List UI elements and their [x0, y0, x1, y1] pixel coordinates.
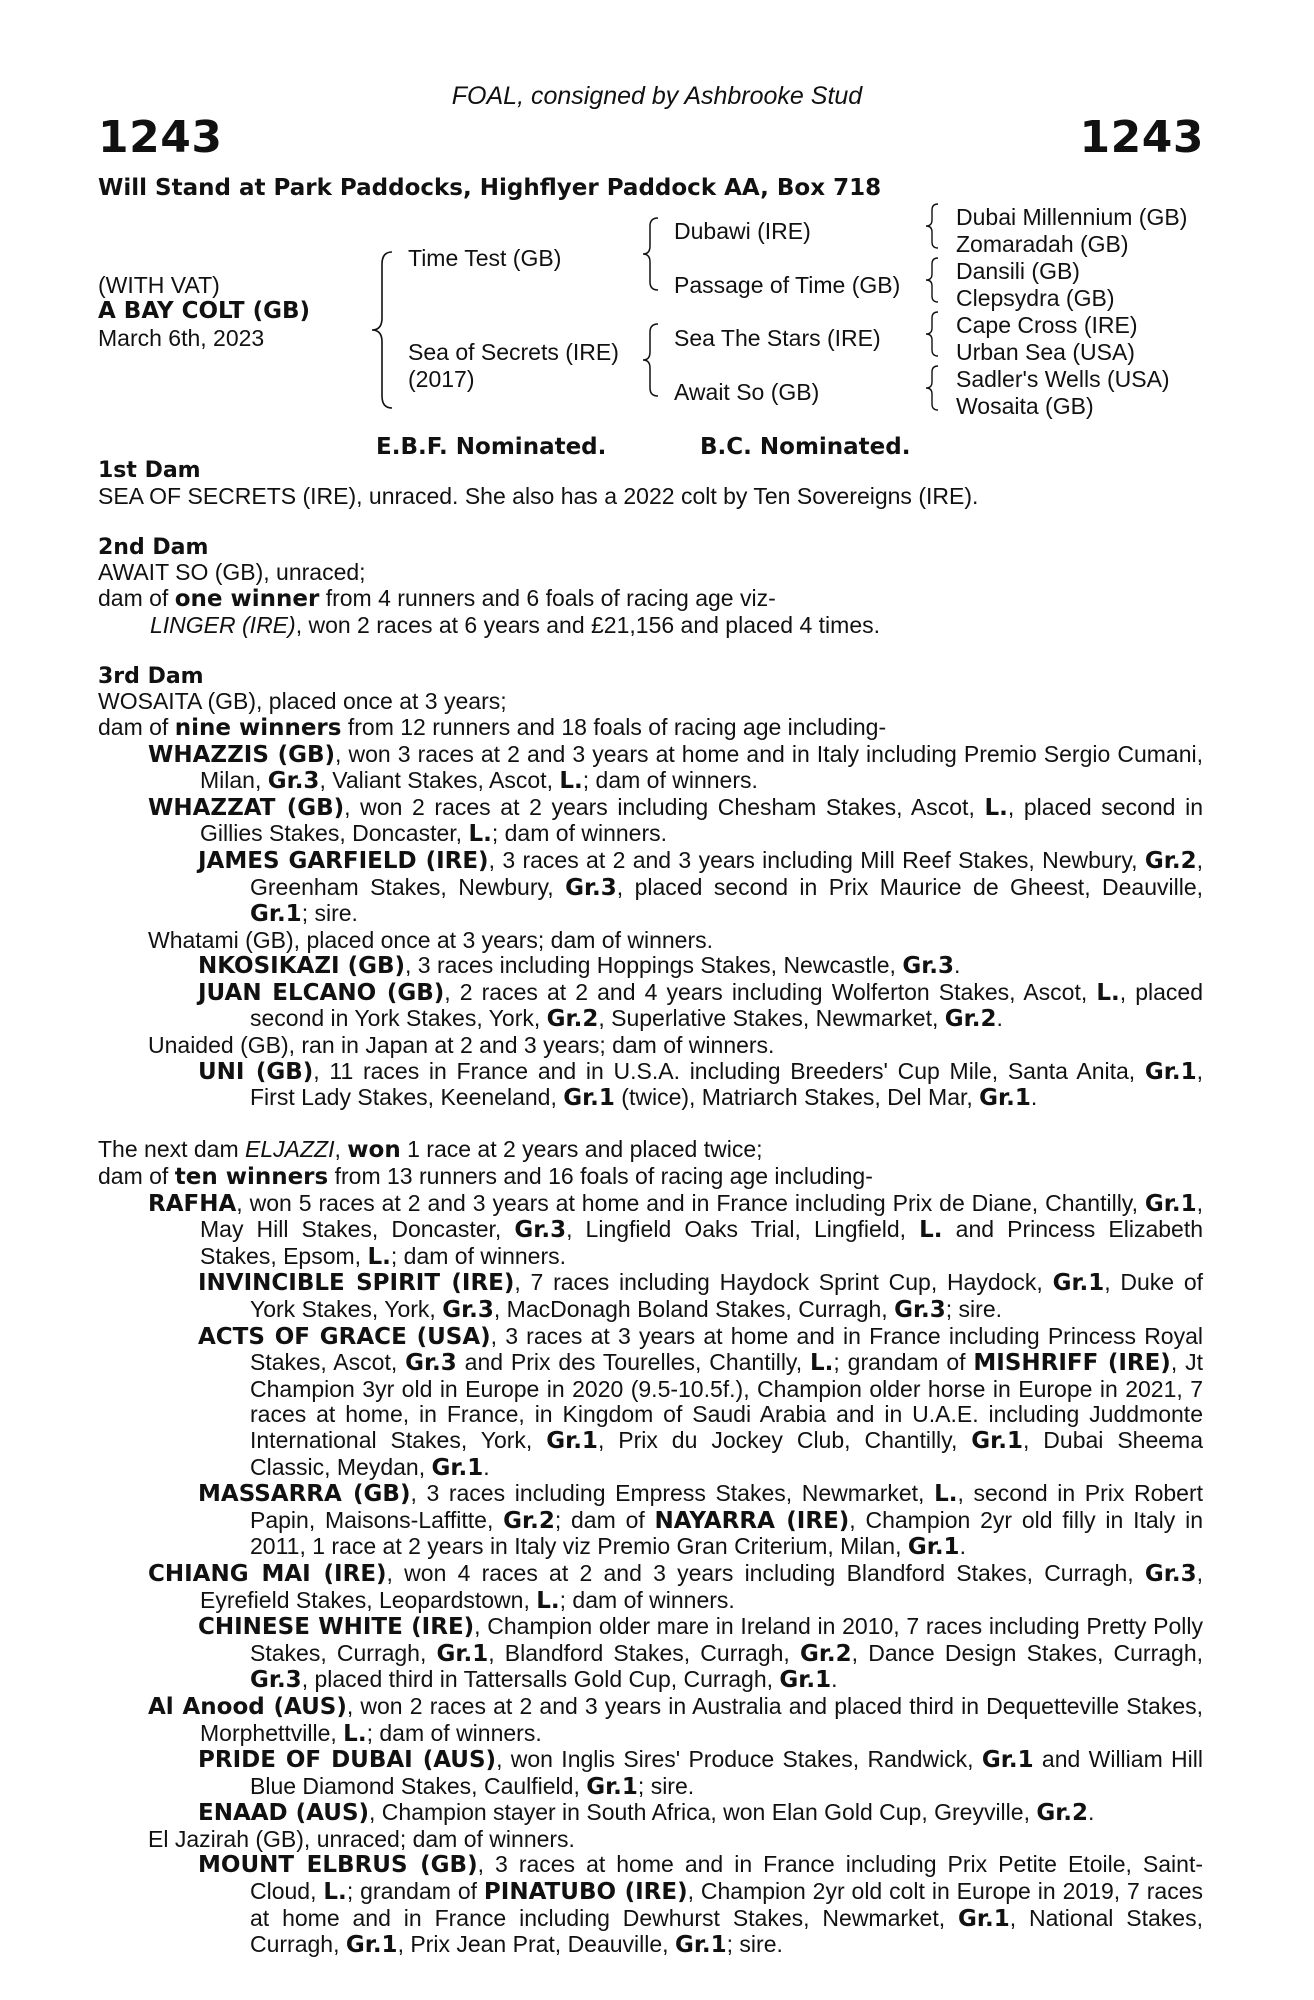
gs-brace-1 — [924, 202, 942, 250]
produce-entry: UNI (GB), 11 races in France and in U.S.A. including Breeders' Cup Mile, Santa Anita, Gr.1, First Lady Stakes, Keeneland, Gr.1 (twice), Matriarch Stakes, Del Mar, Gr.1. — [198, 1057, 1203, 1112]
bc-nomination: B.C. Nominated. — [700, 434, 911, 460]
gs-brace-3 — [924, 310, 942, 358]
first-dam-text: SEA OF SECRETS (IRE), unraced. She also has a 2022 colt by Ten Sovereigns (IRE). — [98, 482, 979, 509]
gs-2: Zomaradah (GB) — [956, 231, 1129, 257]
third-dam-line: WOSAITA (GB), placed once at 3 years; — [98, 688, 507, 715]
gs-brace-4 — [924, 364, 942, 412]
produce-entry: ENAAD (AUS), Champion stayer in South Africa, won Elan Gold Cup, Greyville, Gr.2. — [198, 1799, 1095, 1827]
dam-name: Sea of Secrets (IRE) — [408, 339, 619, 365]
sire-parents-brace — [640, 216, 662, 292]
gs-8: Wosaita (GB) — [956, 393, 1094, 419]
gs-brace-2 — [924, 256, 942, 304]
produce-entry: JUAN ELCANO (GB), 2 races at 2 and 4 years including Wolferton Stakes, Ascot, L., placed second in York Stakes, York, Gr.2, Superlative Stakes, Newmarket, Gr.2. — [198, 978, 1203, 1033]
gs-6: Urban Sea (USA) — [956, 339, 1135, 365]
dam-dam: Await So (GB) — [674, 379, 820, 405]
ebf-nomination: E.B.F. Nominated. — [376, 434, 607, 460]
gs-4: Clepsydra (GB) — [956, 285, 1115, 311]
dam-year: (2017) — [408, 366, 475, 392]
lot-number-right: 1243 — [1079, 112, 1204, 163]
gs-1: Dubai Millennium (GB) — [956, 204, 1188, 230]
produce-entry: WHAZZAT (GB), won 2 races at 2 years including Chesham Stakes, Ascot, L., placed second in Gillies Stakes, Doncaster, L.; dam of winners. — [148, 793, 1203, 848]
third-dam-heading: 3rd Dam — [98, 663, 204, 689]
foaling-date: March 6th, 2023 — [98, 325, 265, 351]
dam-sire: Sea The Stars (IRE) — [674, 325, 881, 351]
produce-entry: Unaided (GB), ran in Japan at 2 and 3 years; dam of winners. — [148, 1032, 775, 1059]
vat-note: (WITH VAT) — [98, 272, 220, 298]
produce-entry: RAFHA, won 5 races at 2 and 3 years at home and in France including Prix de Diane, Chantilly, Gr.1, May Hill Stakes, Doncaster, Gr.3, Lingfield Oaks Trial, Lingfield, L. and Princess Elizabeth Stakes, Epsom, L.; dam of winners. — [148, 1189, 1203, 1270]
sire-name: Time Test (GB) — [408, 245, 562, 271]
consignment-line: FOAL, consigned by Ashbrooke Stud — [451, 82, 863, 110]
produce-entry: LINGER (IRE), won 2 races at 6 years and £21,156 and placed 4 times. — [150, 611, 880, 638]
second-dam-line: AWAIT SO (GB), unraced; — [98, 559, 366, 586]
dam-parents-brace — [640, 322, 662, 398]
gs-3: Dansili (GB) — [956, 258, 1080, 284]
produce-entry: Whatami (GB), placed once at 3 years; dam of winners. — [148, 926, 714, 953]
gs-7: Sadler's Wells (USA) — [956, 366, 1170, 392]
horse-name: A BAY COLT (GB) — [98, 298, 311, 324]
second-dam-heading: 2nd Dam — [98, 534, 209, 560]
produce-entry: MASSARRA (GB), 3 races including Empress Stakes, Newmarket, L., second in Prix Robert Papin, Maisons-Laffitte, Gr.2; dam of NAYARRA (IRE), Champion 2yr old filly in Italy in 2011, 1 race at 2 years in Italy viz Premio Gran Criterium, Milan, Gr.1. — [198, 1480, 1203, 1561]
next-dam-produce: dam of ten winners from 13 runners and 16 foals of racing age including- — [98, 1163, 873, 1191]
produce-entry: ACTS OF GRACE (USA), 3 races at 3 years at home and in France including Princess Royal Stakes, Ascot, Gr.3 and Prix des Tourelles, Chantilly, L.; grandam of MISHRIFF (IRE), Jt Champion 3yr old in Europe in 2020 (9.5-10.5f.), Champion older horse in Europe in 2021, 7 races at home, in France, in Kingdom of Saudi Arabia and in U.A.E. including Juddmonte International Stakes, York, Gr.1, Prix du Jockey Club, Chantilly, Gr.1, Dubai Sheema Classic, Meydan, Gr.1. — [198, 1322, 1203, 1481]
catalogue-body — [98, 458, 1203, 1959]
sire-sire: Dubawi (IRE) — [674, 218, 811, 244]
third-dam-produce: dam of nine winners from 12 runners and 18 foals of racing age including- — [98, 713, 887, 741]
first-dam-heading: 1st Dam — [98, 458, 201, 483]
second-dam-produce: dam of one winner from 4 runners and 6 foals of racing age viz- — [98, 584, 776, 612]
gs-5: Cape Cross (IRE) — [956, 312, 1138, 338]
lot-number-left: 1243 — [98, 112, 223, 163]
produce-entry: INVINCIBLE SPIRIT (IRE), 7 races including Haydock Sprint Cup, Haydock, Gr.1, Duke of York Stakes, York, Gr.3, MacDonagh Boland Stakes, Curragh, Gr.3; sire. — [198, 1269, 1204, 1323]
produce-entry: El Jazirah (GB), unraced; dam of winners. — [148, 1825, 575, 1852]
stand-location: Will Stand at Park Paddocks, Highflyer Paddock AA, Box 718 — [98, 175, 882, 201]
produce-entry: NKOSIKAZI (GB), 3 races including Hoppings Stakes, Newcastle, Gr.3. — [198, 952, 961, 980]
produce-entry: PRIDE OF DUBAI (AUS), won Inglis Sires' Produce Stakes, Randwick, Gr.1 and William Hill Blue Diamond Stakes, Caulfield, Gr.1; sire. — [198, 1746, 1203, 1800]
produce-entry: CHIANG MAI (IRE), won 4 races at 2 and 3 years including Blandford Stakes, Curragh, Gr.3, Eyrefield Stakes, Leopardstown, L.; dam of winners. — [148, 1559, 1203, 1614]
produce-entry: CHINESE WHITE (IRE), Champion older mare in Ireland in 2010, 7 races including Pretty Polly Stakes, Curragh, Gr.1, Blandford Stakes, Curragh, Gr.2, Dance Design Stakes, Curragh, Gr.3, placed third in Tattersalls Gold Cup, Curragh, Gr.1. — [198, 1613, 1204, 1694]
produce-entry: JAMES GARFIELD (IRE), 3 races at 2 and 3 years including Mill Reef Stakes, Newbury, Gr.2, Greenham Stakes, Newbury, Gr.3, placed second in Prix Maurice de Gheest, Deauville, Gr.1; sire. — [198, 846, 1204, 928]
sire-dam: Passage of Time (GB) — [674, 272, 901, 298]
produce-entry: Al Anood (AUS), won 2 races at 2 and 3 years in Australia and placed third in Dequetteville Stakes, Morphettville, L.; dam of winners. — [148, 1692, 1204, 1747]
next-dam-line: The next dam ELJAZZI, won 1 race at 2 years and placed twice; — [98, 1136, 763, 1164]
produce-entry: MOUNT ELBRUS (GB), 3 races at home and in France including Prix Petite Etoile, Saint-Cloud, L.; grandam of PINATUBO (IRE), Champion 2yr old colt in Europe in 2019, 7 races at home and in France including Dewhurst Stakes, Newmarket, Gr.1, National Stakes, Curragh, Gr.1, Prix Jean Prat, Deauville, Gr.1; sire. — [198, 1851, 1203, 1959]
produce-entry: WHAZZIS (GB), won 3 races at 2 and 3 years at home and in Italy including Premio Sergio Cumani, Milan, Gr.3, Valiant Stakes, Ascot, L.; dam of winners. — [148, 740, 1203, 795]
sire-dam-brace — [368, 250, 398, 410]
